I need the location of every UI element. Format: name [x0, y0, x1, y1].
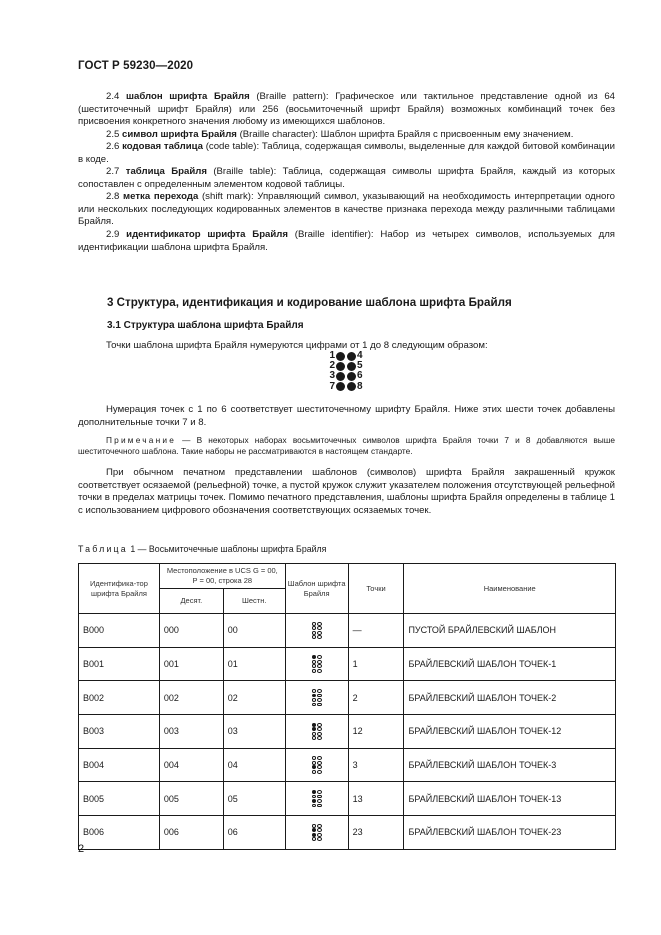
- cell-hex: 02: [223, 681, 285, 715]
- cell-decimal: 002: [159, 681, 223, 715]
- definition-text: (shift mark): Управляющий символ, указывающий на необходимость интерпретации одного или нескольких последующих кодированных элементов в качестве признака перехода между различными таблицами Брайля.: [78, 191, 615, 228]
- definition-text: (Braille identifier): Набор из четырех символов, используемых для идентификации шаблона шрифта Брайля.: [78, 229, 615, 253]
- header-decimal: Десят.: [159, 589, 223, 614]
- table-caption-text: 1 — Восьмиточечные шаблоны шрифта Брайля: [127, 544, 327, 554]
- empty-dot-icon: [317, 761, 322, 765]
- header-ucs-location: Местоположение в UCS G = 00, P = 00, строка 28: [159, 564, 285, 589]
- filled-dot-icon: [312, 765, 317, 769]
- table-row: [79, 816, 616, 850]
- empty-dot-icon: [317, 626, 322, 630]
- note-paragraph: [78, 435, 615, 457]
- cell-decimal: 000: [159, 614, 223, 648]
- empty-dot-icon: [312, 770, 317, 774]
- cell-pattern: [285, 816, 348, 850]
- cell-hex: 05: [223, 782, 285, 816]
- definition-number: 2.6: [106, 141, 120, 153]
- empty-dot-icon: [317, 703, 322, 707]
- cell-pattern: [285, 748, 348, 782]
- empty-dot-icon: [312, 635, 317, 639]
- cell-dots: —: [348, 614, 404, 648]
- empty-dot-icon: [317, 736, 322, 740]
- print-representation-paragraph: [78, 467, 615, 517]
- filled-dot-icon: [312, 694, 317, 698]
- empty-dot-icon: [312, 631, 317, 635]
- header-pattern: Шаблон шрифта Брайля: [285, 564, 348, 614]
- definition-term: шаблон шрифта Брайля: [126, 91, 250, 102]
- filled-dot-icon: [347, 372, 356, 381]
- empty-dot-icon: [312, 837, 317, 841]
- braille-cell-icon: [312, 790, 322, 807]
- empty-dot-icon: [312, 689, 317, 693]
- dot-number-right: 5: [357, 360, 363, 372]
- table-row: [79, 614, 616, 648]
- cell-identifier: B004: [79, 748, 160, 782]
- cell-identifier: B005: [79, 782, 160, 816]
- definition-item: [78, 166, 615, 191]
- empty-dot-icon: [317, 824, 322, 828]
- empty-dot-icon: [317, 694, 322, 698]
- empty-dot-icon: [317, 837, 322, 841]
- empty-dot-icon: [312, 736, 317, 740]
- empty-dot-icon: [317, 756, 322, 760]
- cell-dots: 2: [348, 681, 404, 715]
- note-text: — В некоторых наборах восьмиточечных символов шрифта Брайля точки 7 и 8 добавляются выше шеститочечного шаблона. Такие наборы не рассматриваются в настоящем стандарте.: [78, 435, 615, 456]
- braille-cell-icon: [312, 655, 322, 672]
- dot-number-left: 7: [329, 380, 335, 392]
- cell-identifier: B006: [79, 816, 160, 850]
- cell-pattern: [285, 614, 348, 648]
- empty-dot-icon: [312, 732, 317, 736]
- empty-dot-icon: [317, 732, 322, 736]
- cell-decimal: 005: [159, 782, 223, 816]
- dot-intro-text: Точки шаблона шрифта Брайля нумеруются цифрами от 1 до 8 следующим образом:: [106, 340, 488, 351]
- definition-item: [78, 191, 615, 229]
- cell-name: БРАЙЛЕВСКИЙ ШАБЛОН ТОЧЕК-12: [404, 715, 616, 749]
- page-number: 2: [78, 843, 85, 855]
- empty-dot-icon: [317, 828, 322, 832]
- numbering-text: Нумерация точек с 1 по 6 соответствует шеститочечному шрифту Брайля. Ниже этих шести точек добавлены дополнительные точки 7 и 8.: [78, 404, 615, 428]
- filled-dot-icon: [336, 372, 345, 381]
- header-hex: Шестн.: [223, 589, 285, 614]
- cell-pattern: [285, 647, 348, 681]
- filled-dot-icon: [336, 382, 345, 391]
- braille-cell-icon: [312, 622, 322, 639]
- cell-name: ПУСТОЙ БРАЙЛЕВСКИЙ ШАБЛОН: [404, 614, 616, 648]
- definition-term: таблица Брайля: [125, 166, 207, 178]
- cell-dots: 3: [348, 748, 404, 782]
- dot-number-left: 2: [329, 360, 335, 372]
- definition-item: [78, 229, 615, 254]
- definition-text: (code table): Таблица, содержащая символы, выделенные для каждой битовой комбинации в коде.: [78, 141, 615, 165]
- filled-dot-icon: [336, 352, 345, 361]
- empty-dot-icon: [317, 790, 322, 794]
- filled-dot-icon: [312, 833, 317, 837]
- empty-dot-icon: [317, 635, 322, 639]
- dot-number-left: 3: [329, 370, 335, 382]
- cell-dots: 23: [348, 816, 404, 850]
- header-identifier: Идентифика-тор шрифта Брайля: [79, 564, 160, 614]
- table-caption: [78, 544, 326, 554]
- cell-identifier: B002: [79, 681, 160, 715]
- empty-dot-icon: [317, 770, 322, 774]
- empty-dot-icon: [312, 664, 317, 668]
- subsection-title: 3.1 Структура шаблона шрифта Брайля: [107, 320, 304, 331]
- definition-term: метка перехода: [123, 191, 199, 203]
- filled-dot-icon: [347, 352, 356, 361]
- empty-dot-icon: [317, 622, 322, 626]
- empty-dot-icon: [312, 761, 317, 765]
- cell-hex: 01: [223, 647, 285, 681]
- table-row: [79, 681, 616, 715]
- note-label: Примечание: [106, 435, 177, 445]
- print-representation-text: При обычном печатном представлении шаблонов (символов) шрифта Брайля закрашенный кружок соответствует осязаемой (рельефной) точке, а пустой кружок служит указателем положения отсутствующей рельефной точки в пределах матрицы точек. Помимо печатного представления, шаблоны шрифта Брайля определены в таблице 1 с использованием цифрового обозначения соответствующих осязаемых точек.: [78, 467, 615, 516]
- filled-dot-icon: [312, 727, 317, 731]
- empty-dot-icon: [312, 824, 317, 828]
- filled-dot-icon: [312, 799, 317, 803]
- numbering-paragraph: [78, 404, 615, 429]
- definition-term: символ шрифта Брайля: [122, 128, 237, 140]
- empty-dot-icon: [312, 698, 317, 702]
- cell-dots: 1: [348, 647, 404, 681]
- cell-name: БРАЙЛЕВСКИЙ ШАБЛОН ТОЧЕК-13: [404, 782, 616, 816]
- table-caption-label: Таблица: [78, 544, 128, 554]
- cell-name: БРАЙЛЕВСКИЙ ШАБЛОН ТОЧЕК-1: [404, 647, 616, 681]
- cell-hex: 03: [223, 715, 285, 749]
- cell-name: БРАЙЛЕВСКИЙ ШАБЛОН ТОЧЕК-3: [404, 748, 616, 782]
- empty-dot-icon: [317, 631, 322, 635]
- filled-dot-icon: [312, 790, 317, 794]
- cell-pattern: [285, 782, 348, 816]
- filled-dot-icon: [347, 362, 356, 371]
- dot-number-right: 8: [357, 380, 363, 392]
- filled-dot-icon: [312, 828, 317, 832]
- braille-cell-icon: [312, 689, 322, 706]
- filled-dot-icon: [312, 723, 317, 727]
- empty-dot-icon: [312, 622, 317, 626]
- empty-dot-icon: [317, 689, 322, 693]
- empty-dot-icon: [317, 698, 322, 702]
- cell-name: БРАЙЛЕВСКИЙ ШАБЛОН ТОЧЕК-23: [404, 816, 616, 850]
- cell-identifier: B000: [79, 614, 160, 648]
- empty-dot-icon: [317, 765, 322, 769]
- empty-dot-icon: [317, 664, 322, 668]
- empty-dot-icon: [317, 669, 322, 673]
- cell-hex: 04: [223, 748, 285, 782]
- braille-patterns-table: [78, 563, 616, 850]
- empty-dot-icon: [317, 727, 322, 731]
- cell-decimal: 001: [159, 647, 223, 681]
- braille-cell-icon: [312, 824, 322, 841]
- definition-number: 2.8: [106, 191, 120, 203]
- empty-dot-icon: [312, 703, 317, 707]
- definition-number: 2.4: [106, 91, 120, 102]
- cell-decimal: 006: [159, 816, 223, 850]
- cell-hex: 00: [223, 614, 285, 648]
- empty-dot-icon: [317, 799, 322, 803]
- definition-item: [78, 91, 615, 129]
- empty-dot-icon: [317, 804, 322, 808]
- definition-number: 2.9: [106, 229, 120, 241]
- braille-cell-icon: [312, 756, 322, 773]
- filled-dot-icon: [336, 362, 345, 371]
- definition-text: (Braille character): Шаблон шрифта Брайля с присвоенным ему значением.: [236, 128, 574, 140]
- empty-dot-icon: [312, 804, 317, 808]
- definition-text: (Braille pattern): Графическое или тактильное представление одной из 64 (шеститочечный шрифт Брайля) или 256 (восьмиточечный шрифт Брайля) возможных комбинаций точек без присвоения конкретного значения любому из имеющихся шаблонов.: [78, 91, 615, 128]
- table-body: [79, 614, 616, 850]
- definition-item: [78, 129, 615, 142]
- cell-dots: 13: [348, 782, 404, 816]
- dot-number-right: 6: [357, 370, 363, 382]
- cell-hex: 06: [223, 816, 285, 850]
- cell-pattern: [285, 715, 348, 749]
- empty-dot-icon: [317, 795, 322, 799]
- empty-dot-icon: [317, 655, 322, 659]
- cell-decimal: 003: [159, 715, 223, 749]
- filled-dot-icon: [312, 655, 317, 659]
- cell-name: БРАЙЛЕВСКИЙ ШАБЛОН ТОЧЕК-2: [404, 681, 616, 715]
- section-title: 3 Структура, идентификация и кодирование шаблона шрифта Брайля: [107, 296, 512, 309]
- empty-dot-icon: [317, 660, 322, 664]
- definition-number: 2.7: [106, 166, 120, 178]
- table-row: [79, 647, 616, 681]
- empty-dot-icon: [312, 756, 317, 760]
- table-row: [79, 782, 616, 816]
- empty-dot-icon: [312, 795, 317, 799]
- table-row: [79, 715, 616, 749]
- cell-decimal: 004: [159, 748, 223, 782]
- empty-dot-icon: [312, 626, 317, 630]
- braille-dot-numbering-diagram: [327, 351, 363, 392]
- definition-number: 2.5: [106, 128, 120, 140]
- definition-term: кодовая таблица: [122, 141, 203, 153]
- filled-dot-icon: [347, 382, 356, 391]
- header-name: Наименование: [404, 564, 616, 614]
- definitions-list: [78, 91, 615, 254]
- dot-number-left: 1: [329, 350, 335, 361]
- header-dots: Точки: [348, 564, 404, 614]
- document-header: ГОСТ Р 59230—2020: [78, 60, 194, 72]
- cell-dots: 12: [348, 715, 404, 749]
- empty-dot-icon: [312, 669, 317, 673]
- cell-pattern: [285, 681, 348, 715]
- dot-number-row: [327, 382, 363, 392]
- table-row: [79, 748, 616, 782]
- definition-term: идентификатор шрифта Брайля: [126, 229, 288, 241]
- empty-dot-icon: [312, 660, 317, 664]
- empty-dot-icon: [317, 723, 322, 727]
- cell-identifier: B001: [79, 647, 160, 681]
- braille-cell-icon: [312, 723, 322, 740]
- empty-dot-icon: [317, 833, 322, 837]
- definition-item: [78, 141, 615, 166]
- cell-identifier: B003: [79, 715, 160, 749]
- dot-number-right: 4: [357, 350, 363, 361]
- definition-text: (Braille table): Таблица, содержащая символы шрифта Брайля, каждый из которых сопоставлен с определенным элементом кодовой таблицы.: [78, 166, 615, 190]
